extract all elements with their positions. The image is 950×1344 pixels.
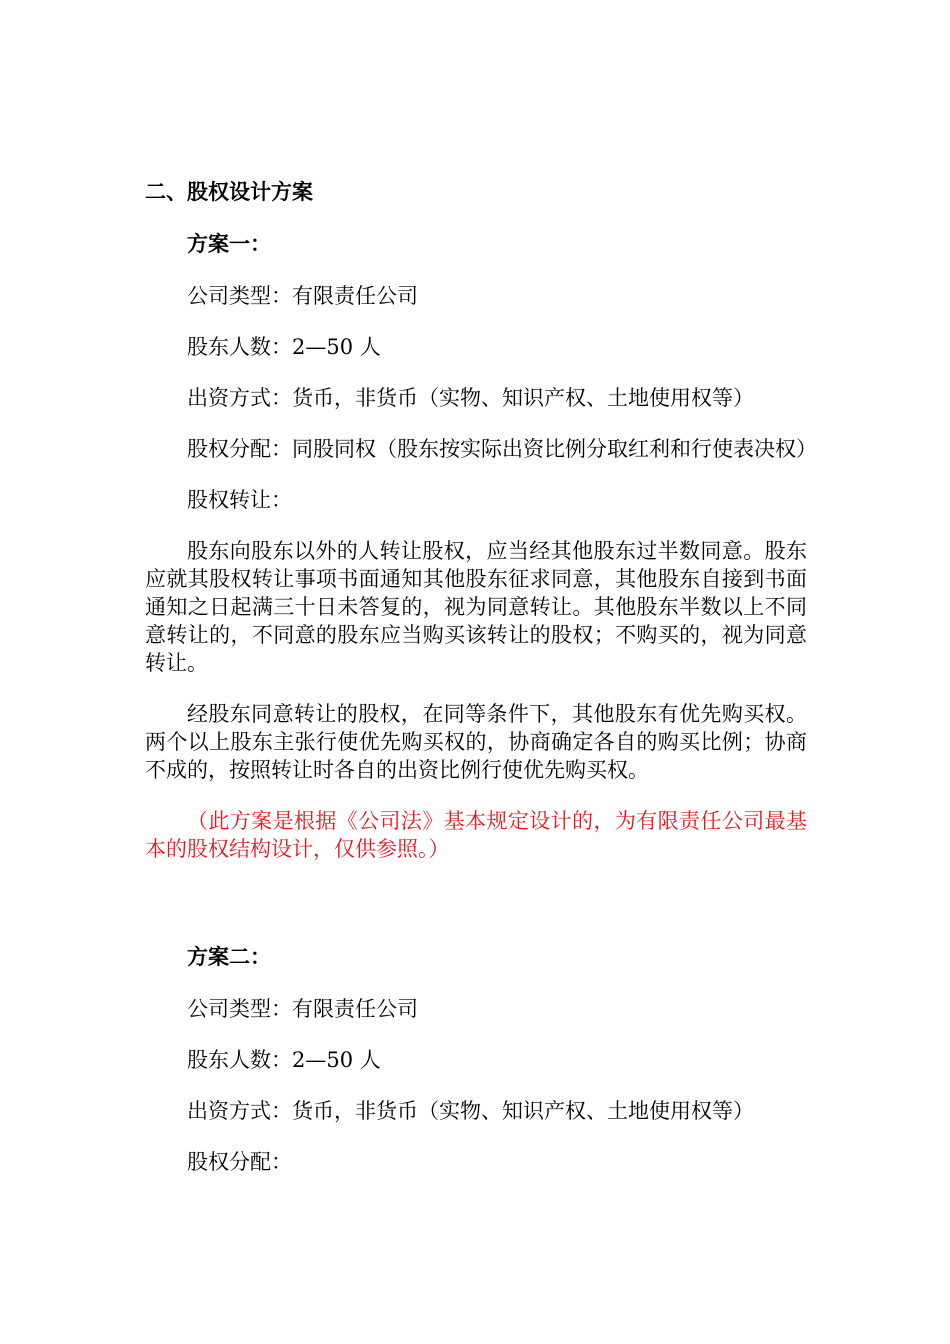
plan2-distribution: 股权分配： [187,1150,292,1174]
section-title: 二、股权设计方案 [145,180,313,204]
plan1-transfer-title: 股权转让： [187,488,292,512]
plan2-contribution: 出资方式：货币，非货币（实物、知识产权、土地使用权等） [187,1099,754,1123]
plan1-transfer-paragraph-1: 股东向股东以外的人转让股权，应当经其他股东过半数同意。股东应就其股权转让事项书面通知其他股东征求同意，其他股东自接到书面通知之日起满三十日未答复的，视为同意转让。其他股东半数以上不同意转让的，不同意的股东应当购买该转让的股权；不购买的，视为同意转让。 [145,539,807,675]
plan1-shareholder-count: 股东人数：2—50 人 [187,335,381,359]
document-body [145,176,817,1176]
plan2-title: 方案二： [187,945,271,969]
plan1-title: 方案一： [187,232,271,256]
plan1-note: （此方案是根据《公司法》基本规定设计的，为有限责任公司最基本的股权结构设计，仅供参照。） [145,809,807,861]
plan1-contribution: 出资方式：货币，非货币（实物、知识产权、土地使用权等） [187,386,754,410]
plan2-company-type: 公司类型：有限责任公司 [187,997,418,1021]
plan2-shareholder-count: 股东人数：2—50 人 [187,1048,381,1072]
plan1-company-type: 公司类型：有限责任公司 [187,284,418,308]
plan1-transfer-paragraph-2: 经股东同意转让的股权，在同等条件下，其他股东有优先购买权。两个以上股东主张行使优先购买权的，协商确定各自的购买比例；协商不成的，按照转让时各自的出资比例行使优先购买权。 [145,702,807,782]
plan1-distribution: 股权分配：同股同权（股东按实际出资比例分取红利和行使表决权） [187,437,817,461]
